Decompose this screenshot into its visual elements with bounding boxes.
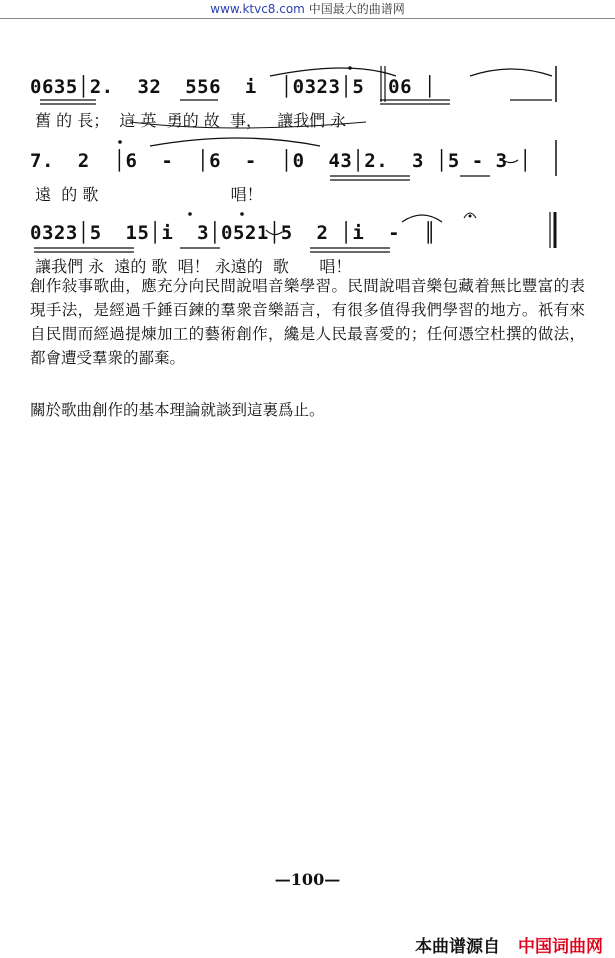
footer-credit <box>415 932 603 957</box>
score-row-3-lyrics: 讓我們 永 遠的 歌 唱！ 永遠的 歌 唱！ <box>30 257 352 276</box>
score-row-1 <box>30 62 590 142</box>
footer-prefix: 本曲谱源自 <box>415 937 500 957</box>
score-row-1-notes: 0635│2. 32 556 i │0323│5 06 │ <box>30 76 436 98</box>
score-row-3-notes: 0323│5 15│i 3│0521│5 2 │i - ║ <box>30 222 436 244</box>
site-title: 中国最大的曲谱网 <box>308 2 405 16</box>
page-number: —100— <box>274 870 341 889</box>
site-header <box>0 0 615 19</box>
paragraph-2: 關於歌曲創作的基本理論就談到這裏爲止。 <box>30 401 325 419</box>
site-url[interactable]: www.ktvc8.com <box>210 2 305 16</box>
footer-brand-link[interactable]: 中国词曲网 <box>518 937 603 957</box>
paragraph-1: 創作敍事歌曲，應充分向民間說唱音樂學習。民間說唱音樂包藏着無比豐富的表現手法，是經過千錘百鍊的羣衆音樂語言，有很多值得我們學習的地方。祇有來自民間而經過提煉加工的藝術創作，纔是人民最喜愛的；任何憑空杜撰的做法，都會遭受羣衆的鄙棄。 <box>30 277 585 367</box>
score-row-2-lyrics: 遠 的 歌 唱！ <box>30 185 263 204</box>
score-row-2-notes: 7. 2 │6 - │6 - │0 43│2. 3 │5 - 3 │ <box>30 150 532 172</box>
score-row-2 <box>30 136 590 216</box>
score-row-1-lyrics: 舊 的 長； 這 英 勇的 故 事， 讓我們 永 <box>30 111 347 130</box>
